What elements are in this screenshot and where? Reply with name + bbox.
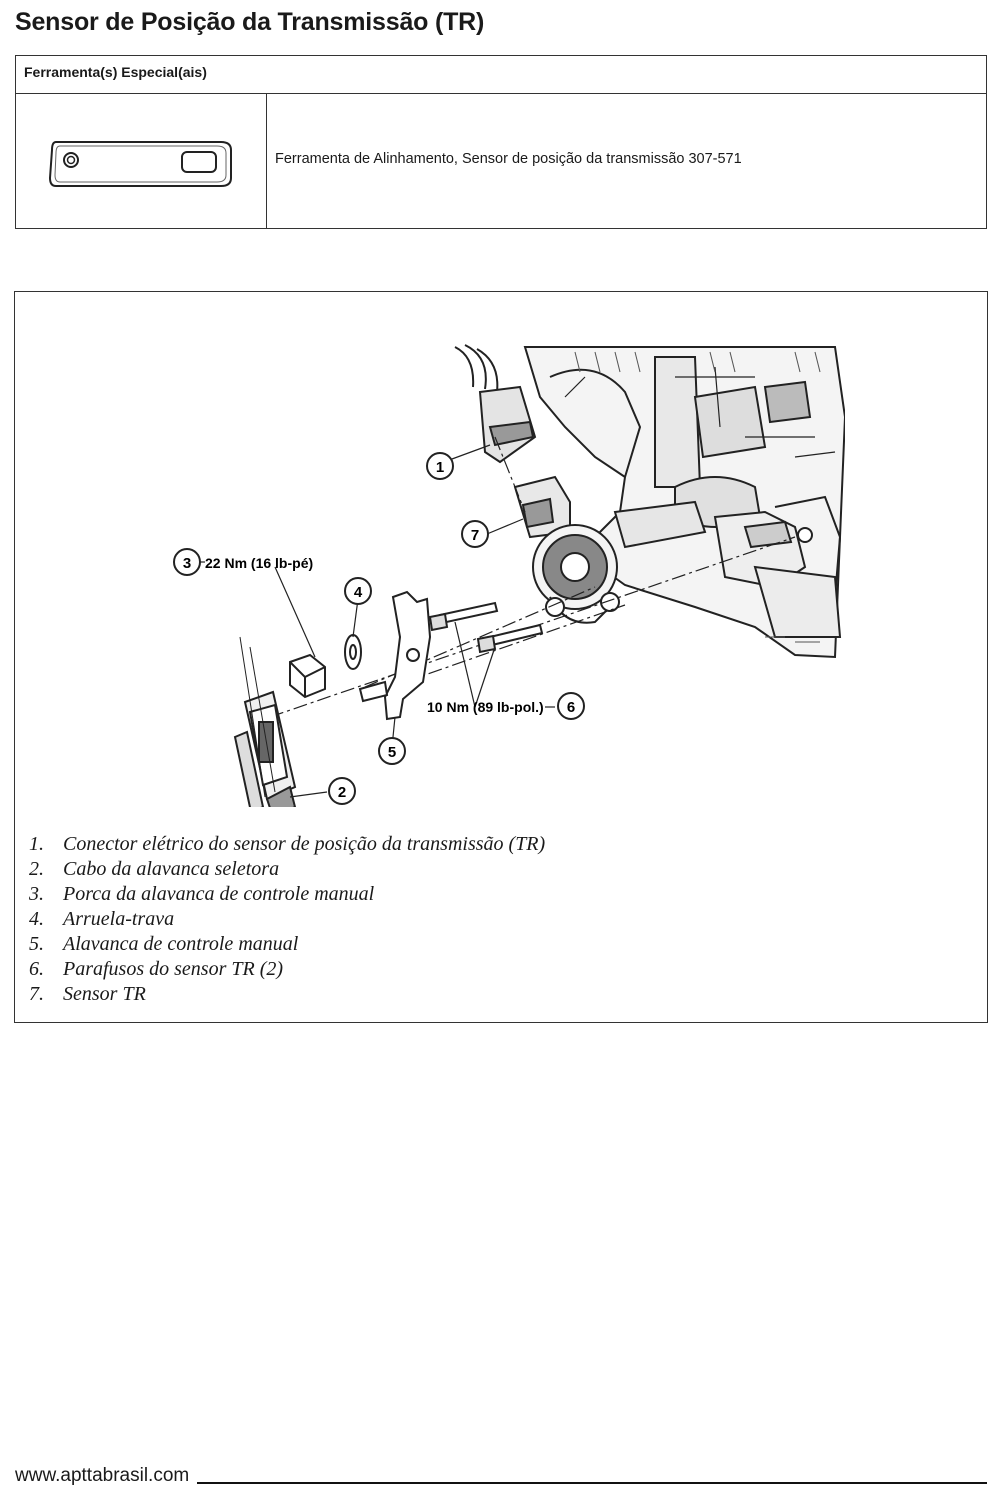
transmission-housing — [525, 347, 845, 657]
svg-text:6: 6 — [566, 699, 576, 716]
manual-lever-nut — [290, 655, 325, 697]
manual-control-lever — [360, 592, 430, 719]
page-title: Sensor de Posição da Transmissão (TR) — [15, 8, 485, 36]
legend-item: 3. Porca da alavanca de controle manual — [29, 883, 375, 905]
callout-3 — [174, 549, 200, 575]
tr-sensor — [515, 477, 619, 623]
legend-item: 7. Sensor TR — [29, 983, 146, 1005]
legend-item: 1. Conector elétrico do sensor de posição da transmissão (TR) — [29, 833, 546, 855]
tools-table-header: Ferramenta(s) Especial(ais) — [16, 56, 986, 94]
torque-bolts-label: 10 Nm (89 lb-pol.) — [427, 699, 544, 715]
svg-text:3: 3 — [182, 555, 192, 572]
alignment-tool-icon — [16, 94, 267, 228]
torque-nut-label: 22 Nm (16 lb-pé) — [205, 555, 314, 571]
lock-washer — [345, 635, 361, 669]
svg-text:1: 1 — [435, 459, 445, 476]
callout-7 — [462, 521, 488, 547]
callout-2 — [329, 778, 355, 804]
callout-6 — [558, 693, 584, 719]
tr-sensor-bolts — [430, 603, 542, 652]
tool-description: Ferramenta de Alinhamento, Sensor de posição da transmissão 307-571 — [275, 151, 742, 167]
svg-text:5: 5 — [387, 744, 397, 761]
callout-4 — [345, 578, 371, 604]
legend-item: 2. Cabo da alavanca seletora — [29, 858, 280, 880]
callout-5 — [379, 738, 405, 764]
tr-sensor-exploded-diagram — [155, 337, 845, 807]
exploded-view-figure — [14, 291, 988, 1023]
legend-item: 6. Parafusos do sensor TR (2) — [29, 958, 284, 980]
svg-text:2: 2 — [337, 784, 347, 801]
svg-text:4: 4 — [353, 584, 363, 601]
figure-legend — [29, 832, 545, 1007]
tools-table-row — [16, 94, 986, 228]
tr-electrical-connector — [455, 345, 535, 462]
legend-item: 4. Arruela-trava — [29, 908, 175, 930]
footer-website[interactable]: www.apttabrasil.com — [15, 1465, 190, 1486]
footer-rule — [197, 1481, 987, 1484]
page-footer — [15, 1465, 987, 1487]
selector-lever-cable — [235, 637, 295, 807]
tool-image-cell — [16, 94, 267, 228]
callout-1 — [427, 453, 453, 479]
special-tools-table — [15, 55, 987, 229]
legend-item: 5. Alavanca de controle manual — [29, 933, 299, 955]
svg-text:7: 7 — [470, 527, 480, 544]
